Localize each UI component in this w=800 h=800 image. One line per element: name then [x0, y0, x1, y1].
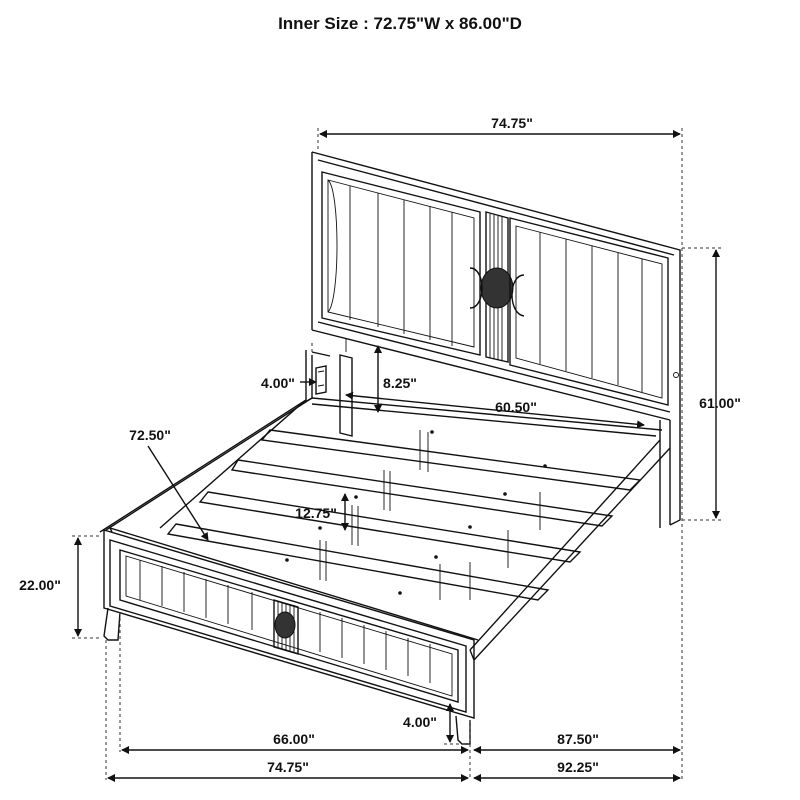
label-footboard-height: 22.00" — [19, 577, 61, 593]
label-panel-gap: 8.25" — [383, 375, 417, 391]
dimension-arrows — [78, 134, 716, 778]
footboard — [104, 528, 478, 744]
label-post-width: 4.00" — [261, 375, 295, 391]
label-footboard-width: 66.00" — [273, 731, 315, 747]
label-height: 61.00" — [699, 395, 741, 411]
label-inner-width: 60.50" — [495, 399, 537, 415]
diagram-title: Inner Size : 72.75"W x 86.00"D — [278, 14, 522, 33]
label-bottom-width: 74.75" — [267, 759, 309, 775]
label-top-width: 74.75" — [491, 115, 533, 131]
label-leg-height: 4.00" — [403, 714, 437, 730]
label-rail-length: 72.50" — [129, 427, 171, 443]
label-inner-depth: 87.50" — [557, 731, 599, 747]
label-slat-spacing: 12.75" — [295, 505, 337, 521]
label-bottom-depth: 92.25" — [557, 759, 599, 775]
extension-lines — [72, 128, 722, 780]
